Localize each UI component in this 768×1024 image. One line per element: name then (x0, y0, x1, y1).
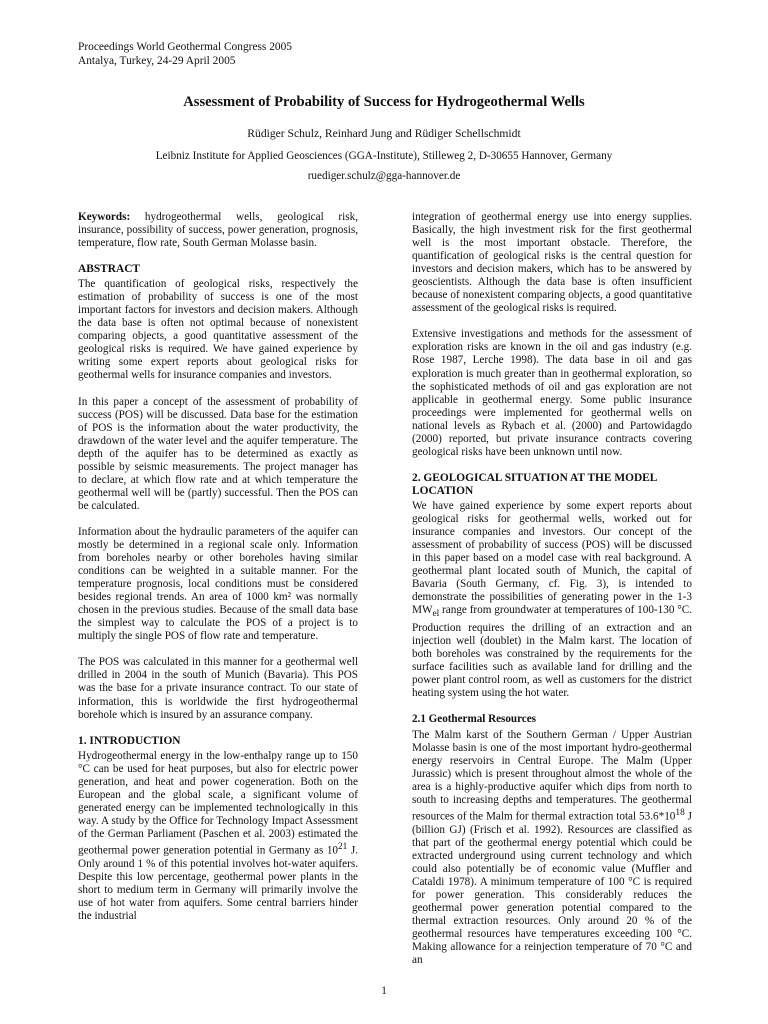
section-2-1-superscript: 18 (675, 808, 685, 819)
abstract-paragraph-3: Information about the hydraulic parameters of the aquifer can mostly be determined in a regional scale only. Information from boreholes nearby or other boreholes having similar conditions can be weighted in a suitable manner. For the temperature prognosis, local conditions must be considered besides regional trends. An area of 1000 km² was normally chosen in the previous studies. Because of the small data base the simplest way to calculate the POS of a project is to multiply the single POS of flow rate and temperature. (78, 525, 358, 643)
intro-superscript: 21 (338, 841, 348, 852)
section-2-1-paragraph-1 (412, 729, 692, 968)
abstract-paragraph-2: In this paper a concept of the assessment of probability of success (POS) will be discussed. Data base for the estimation of POS is the information about the water productivity, the drawdown of the water level and the aquifer temperature. The depth of the aquifer has to be determined as exactly as possible by seismic measurements. The project manager has to declare, at which flow rate and at which temperature the geothermal well will be (partly) successful. Then the POS can be calculated. (78, 395, 358, 512)
affiliation: Leibniz Institute for Applied Geosciences (GGA-Institute), Stilleweg 2, D-30655 Hannover, Germany (155, 150, 613, 162)
introduction-heading: 1. INTRODUCTION (78, 734, 181, 747)
introduction-paragraph-1 (78, 750, 358, 923)
paper-title: Assessment of Probability of Success for Hydrogeothermal Wells (183, 94, 585, 110)
section-2-paragraph-1 (412, 500, 692, 700)
section-2-1-text-part-2: J (billion GJ) (Frisch et al. 1992). Resources are classified as that part of the geothermal energy potential which could be extracted underground using current technology and which could also potentially be of economic value (Muffler and Cataldi 1978). A minimum temperature of 100 °C is required for power generation. This considerably reduces the geothermal power generation potential compared to the thermal extraction resources. Only around 20 % of the geothermal resources have temperatures exceeding 100 °C. Making allowance for a reinjection temperature of 70 °C and an (412, 810, 692, 967)
contact-email: ruediger.schulz@gga-hannover.de (307, 170, 461, 182)
section-2-text-part-1: We have gained experience by some expert reports about geological risks for geothermal wells, worked out for insurance companies and investors. Our concept of the assessment of probability of success (POS) will be discussed in this paper based on a model case with real background. A geothermal plant located south of Munich, the capital of Bavaria (South Germany, cf. Fig. 3), is intended to demonstrate the possibilities of generating power in the 1-3 MW (412, 499, 692, 617)
abstract-paragraph-4: The POS was calculated in this manner for a geothermal well drilled in 2004 in the south of Munich (Bavaria). This POS was the base for a private insurance contract. To our state of information, this is worldwide the first hydrogeothermal borehole which is insured by an assurance company. (78, 656, 358, 721)
section-2-1-heading: 2.1 Geothermal Resources (412, 712, 536, 725)
keywords-text: hydrogeothermal wells, geological risk, insurance, possibility of success, power generation, prognosis, temperature, flow rate, South German Molasse basin. (78, 211, 358, 250)
section-2-text-part-2: range from groundwater at temperatures of 100-130 °C. Production requires the drilling of an extraction and an injection well (doublet) in the Malm karst. The location of both boreholes was constrained by the requirements for the surface facilities such as available land for drilling and the power plant control room, as well as customers for the district heating system using the hot water. (412, 604, 692, 699)
header-line-1: Proceedings World Geothermal Congress 2005 (78, 41, 292, 53)
introduction-paragraph-2: Extensive investigations and methods for the assessment of exploration risks are known in the oil and gas industry (e.g. Rose 1987, Lerche 1998). The data base in oil and gas exploration is much greater than in geothermal exploration, so the sophisticated methods of oil and gas exploration are not applicable in geothermal energy. Some public insurance proceedings were implemented for geothermal wells on national levels as Rybach et al. (2000) and Partowidagdo (2000) reported, but private insurance contracts covering geological risks have been unknown until now. (412, 328, 692, 458)
left-column (78, 211, 358, 936)
section-2-1-text-part-1: The Malm karst of the Southern German / Upper Austrian Molasse basin is one of the most important hydro-geothermal energy reservoirs in Central Europe. The Malm (Upper Jurassic) which is present throughout almost the whole of the area is a highly-productive aquifer which dips from north to south to increasing depths and temperatures. The geothermal resources of the Malm for thermal extraction total 53.6*10 (412, 728, 692, 823)
keywords-paragraph (78, 211, 358, 250)
proceedings-header (78, 41, 292, 68)
keywords-label: Keywords: (78, 211, 131, 223)
author-list: Rüdiger Schulz, Reinhard Jung and Rüdiger Schellschmidt (247, 127, 521, 140)
right-column (412, 211, 692, 980)
header-line-2: Antalya, Turkey, 24-29 April 2005 (78, 54, 236, 67)
abstract-paragraph-1: The quantification of geological risks, respectively the estimation of probability of success is one of the most important factors for investors and decision makers. Although the data base is often not optimal because of nonexistent comparing objects, a good quantitative assessment of the geological risks is required. We have gained experience by writing some expert reports about geological risks for geothermal wells for insurance companies and investors. (78, 278, 358, 382)
section-2-subscript: el (432, 609, 440, 620)
abstract-heading: ABSTRACT (78, 263, 141, 276)
section-2-heading: 2. GEOLOGICAL SITUATION AT THE MODEL LOCATION (412, 471, 657, 497)
page-number: 1 (381, 985, 387, 997)
introduction-paragraph-1-continued: integration of geothermal energy use into energy supplies. Basically, the high investment risk for the first geothermal well is the most important obstacle. Therefore, the quantification of geological risks is the central question for investors and decision makers, which has to be answered by geoscientists. Although the data base is often insufficient because of nonexistent comparing objects, a good quantitative assessment of the geological risks is required. (412, 211, 692, 315)
intro-text-part-1: Hydrogeothermal energy in the low-enthalpy range up to 150 °C can be used for heat purposes, but also for electric power generation, and heat and power cogeneration. Both on the European and the global scale, a significant volume of generated energy can be implemented technologically in this way. A study by the Office for Technology Impact Assessment of the German Parliament (Paschen et al. 2003) estimated the geothermal power generation potential in Germany as 10 (78, 749, 358, 857)
intro-text-part-2: J. Only around 1 % of this potential involves hot-water aquifers. Despite this low percentage, geothermal power plants in the short to medium term in Germany will primarily involve the use of hot water from aquifers. Some central barriers hinder the industrial (78, 844, 358, 922)
